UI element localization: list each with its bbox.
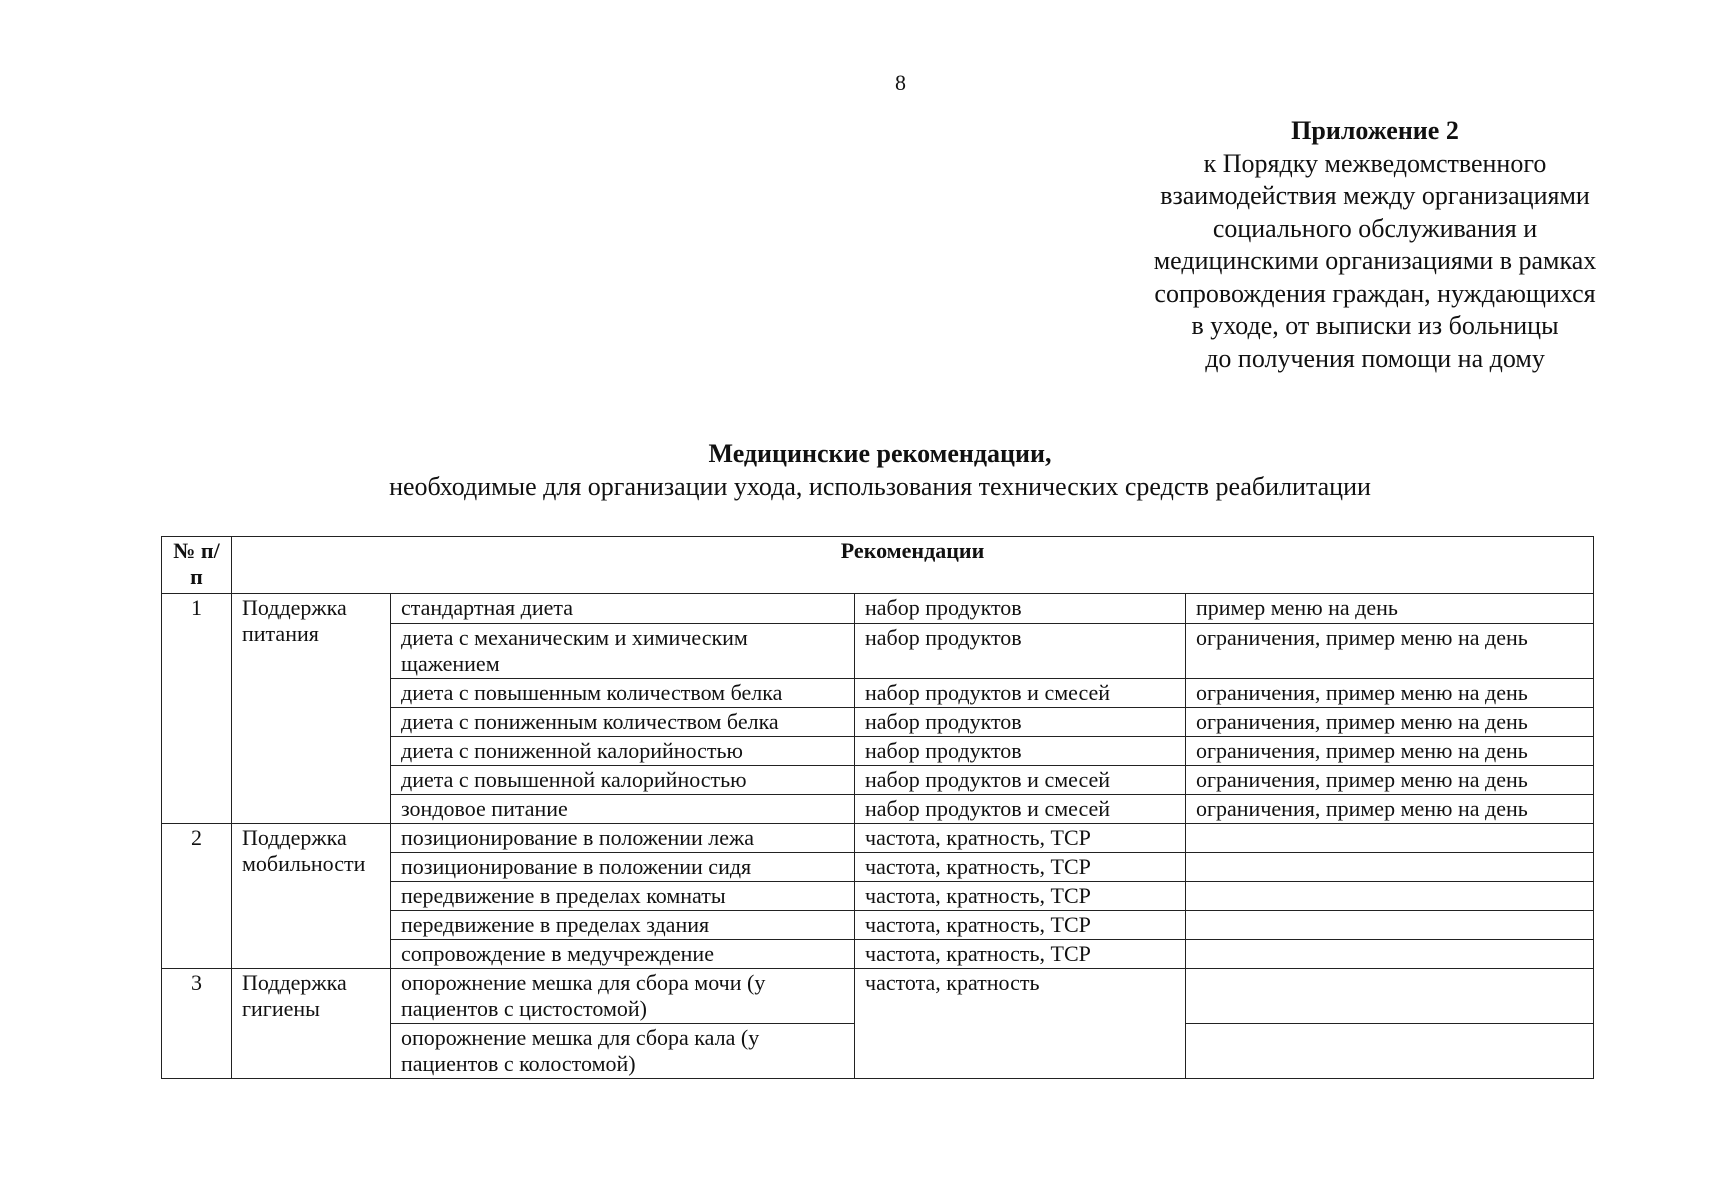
table-row <box>162 824 1594 853</box>
row-detail: частота, кратность, ТСР <box>855 824 1186 853</box>
header-recommendations: Рекомендации <box>232 537 1594 594</box>
row-note: ограничения, пример меню на день <box>1186 624 1594 679</box>
row-note <box>1186 824 1594 853</box>
appendix-line: в уходе, от выписки из больницы <box>1191 311 1559 340</box>
row-note: ограничения, пример меню на день <box>1186 708 1594 737</box>
appendix-block <box>1115 115 1635 375</box>
row-note <box>1186 969 1594 1024</box>
table-row <box>162 594 1594 624</box>
row-item: диета с повышенным количеством белка <box>391 679 855 708</box>
group-number: 3 <box>162 969 232 1079</box>
row-note: ограничения, пример меню на день <box>1186 766 1594 795</box>
table-header-row <box>162 537 1594 594</box>
row-detail: частота, кратность, ТСР <box>855 853 1186 882</box>
heading-subtitle: необходимые для организации ухода, использования технических средств реабилитации <box>389 472 1371 501</box>
appendix-line: сопровождения граждан, нуждающихся <box>1154 278 1596 308</box>
row-item: передвижение в пределах здания <box>391 911 855 940</box>
row-item: опорожнение мешка для сбора мочи (у пациентов с цистостомой) <box>391 969 855 1024</box>
appendix-title: Приложение 2 <box>1291 116 1459 145</box>
row-note: пример меню на день <box>1186 594 1594 624</box>
table-row <box>162 969 1594 1024</box>
row-item: опорожнение мешка для сбора кала (у пациентов с колостомой) <box>391 1024 855 1079</box>
heading-title: Медицинские рекомендации, <box>708 439 1052 468</box>
row-note <box>1186 911 1594 940</box>
appendix-line: взаимодействия между организациями <box>1160 181 1590 210</box>
group-number: 2 <box>162 824 232 969</box>
appendix-line: к Порядку межведомственного <box>1203 148 1547 178</box>
row-item: позиционирование в положении сидя <box>391 853 855 882</box>
row-item: диета с повышенной калорийностью <box>391 766 855 795</box>
row-item: передвижение в пределах комнаты <box>391 882 855 911</box>
recommendations-table <box>161 536 1594 1079</box>
appendix-line: медицинскими организациями в рамках <box>1153 246 1597 275</box>
row-item: зондовое питание <box>391 795 855 824</box>
group-number: 1 <box>162 594 232 824</box>
row-item: диета с пониженной калорийностью <box>391 737 855 766</box>
row-detail: набор продуктов и смесей <box>855 795 1186 824</box>
row-note: ограничения, пример меню на день <box>1186 795 1594 824</box>
appendix-line: до получения помощи на дому <box>1205 343 1545 373</box>
row-detail: набор продуктов <box>855 737 1186 766</box>
row-note <box>1186 882 1594 911</box>
row-detail: набор продуктов и смесей <box>855 679 1186 708</box>
row-item: диета с механическим и химическим щажением <box>391 624 855 679</box>
row-detail: частота, кратность, ТСР <box>855 882 1186 911</box>
document-heading <box>160 437 1600 503</box>
row-detail: частота, кратность, ТСР <box>855 911 1186 940</box>
group-category: Поддержка гигиены <box>232 969 391 1079</box>
row-item: позиционирование в положении лежа <box>391 824 855 853</box>
appendix-line: социального обслуживания и <box>1212 213 1538 243</box>
header-num: № п/п <box>162 537 232 594</box>
row-note: ограничения, пример меню на день <box>1186 679 1594 708</box>
row-note <box>1186 853 1594 882</box>
row-detail: набор продуктов <box>855 624 1186 679</box>
row-item: диета с пониженным количеством белка <box>391 708 855 737</box>
row-detail: частота, кратность, ТСР <box>855 940 1186 969</box>
row-note <box>1186 940 1594 969</box>
page-number: 8 <box>895 70 906 95</box>
row-item: стандартная диета <box>391 594 855 624</box>
group-category: Поддержка питания <box>232 594 391 824</box>
row-note <box>1186 1024 1594 1079</box>
row-item: сопровождение в медучреждение <box>391 940 855 969</box>
row-detail: набор продуктов <box>855 594 1186 624</box>
row-detail: набор продуктов <box>855 708 1186 737</box>
row-detail: набор продуктов и смесей <box>855 766 1186 795</box>
row-detail: частота, кратность <box>855 969 1186 1079</box>
row-note: ограничения, пример меню на день <box>1186 737 1594 766</box>
group-category: Поддержка мобильности <box>232 824 391 969</box>
